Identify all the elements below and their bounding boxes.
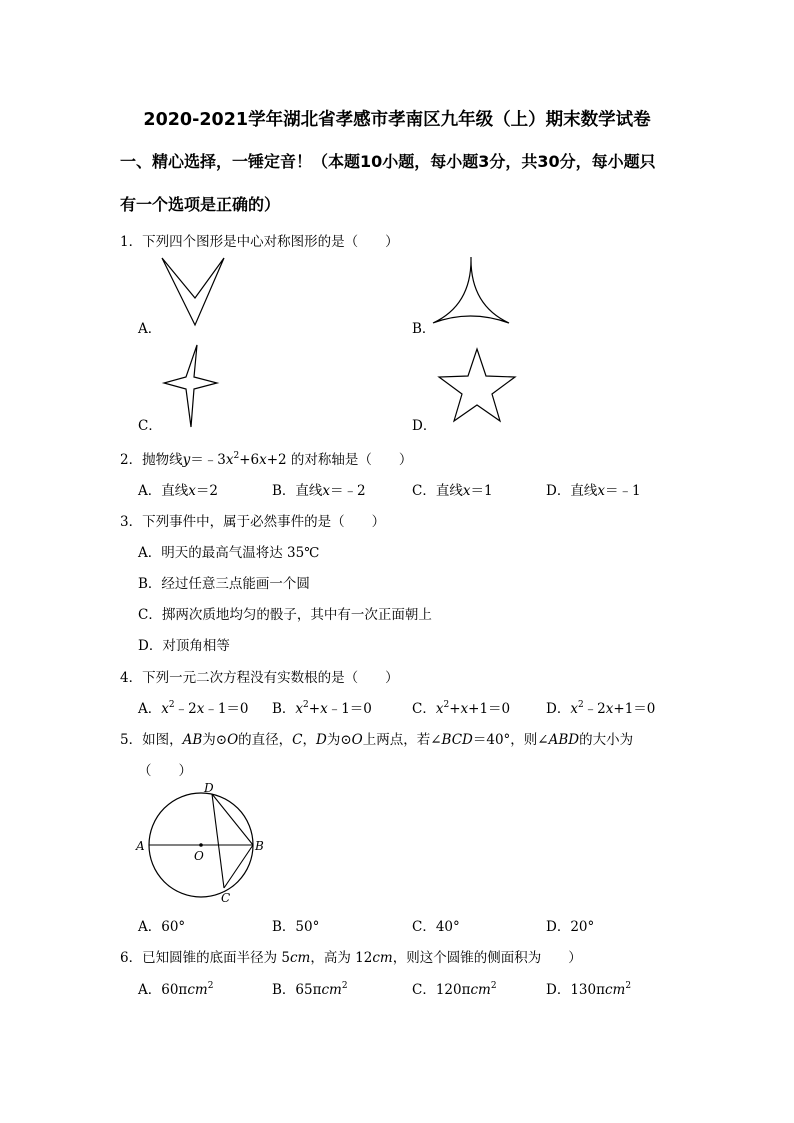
q5-option-c: C．40° [412,919,460,935]
point-label-d: D [204,781,214,795]
section-header-line1: 一、精心选择，一锤定音！（本题10小题，每小题3分，共30分，每小题只 [120,152,656,171]
q1-option-c-label: C． [138,418,162,434]
q6-option-c: C．120πcm$^2$ [412,981,497,998]
v-shape-icon [160,256,226,328]
q1-option-d-label: D． [412,418,437,434]
q5-option-a: A．60° [138,919,186,935]
exam-title: 2020-2021学年湖北省孝感市孝南区九年级（上）期末数学试卷 [143,110,651,130]
question-2-stem: 2．抛物线$y=﹣3x^2+6x+2$ 的对称轴是（ ） [120,451,413,468]
q2-option-d: D．直线x＝﹣1 [546,483,641,499]
point-label-b: B [255,839,264,853]
circle-geometry-figure [130,780,270,908]
five-point-star-icon [436,346,518,424]
point-label-c: C [221,891,231,905]
q6-option-b: B．65πcm$^2$ [272,981,348,998]
question-5-stem: 5．如图，AB为⊙O的直径，C，D为⊙O上两点，若∠BCD＝40°，则∠ABD的大小为 [120,732,634,748]
q4-option-c: C．$x^2+x+1=0$ [412,700,511,717]
q2-option-b: B．直线x＝﹣2 [272,483,366,499]
q1-option-b-label: B． [412,321,436,337]
q2-option-a: A．直线x＝2 [138,483,218,499]
q5-option-b: B．50° [272,919,320,935]
four-point-star-icon [162,343,218,429]
point-label-a: A [136,839,145,853]
q3-option-a: A．明天的最高气温将达 35℃ [138,545,320,561]
question-5-stem-line2: （ ） [138,763,192,779]
question-1-stem: 1．下列四个图形是中心对称图形的是（ ） [120,234,399,250]
q4-option-d: D．$x^2﹣2x+1=0$ [546,700,656,717]
section-header-line2: 有一个选项是正确的） [120,195,281,214]
q2-option-c: C．直线x＝1 [412,483,493,499]
q6-option-a: A．60πcm$^2$ [138,981,214,998]
q3-option-c: C．掷两次质地均匀的骰子，其中有一次正面朝上 [138,607,432,623]
q5-option-d: D．20° [546,919,595,935]
q3-option-d: D．对顶角相等 [138,638,230,654]
q4-option-a: A．$x^2﹣2x﹣1=0$ [138,700,249,717]
q3-option-b: B．经过任意三点能画一个圆 [138,576,310,592]
question-3-stem: 3．下列事件中，属于必然事件的是（ ） [120,514,386,530]
q4-option-b: B．$x^2+x﹣1=0$ [272,700,372,717]
question-6-stem: 6．已知圆锥的底面半径为 5cm，高为 12cm，则这个圆锥的侧面积为 ） [120,950,582,966]
point-label-o: O [194,849,204,863]
q6-option-d: D．130πcm$^2$ [546,981,632,998]
curved-triangle-icon [430,255,512,327]
q1-option-a-label: A． [138,321,162,337]
question-4-stem: 4．下列一元二次方程没有实数根的是（ ） [120,670,399,686]
